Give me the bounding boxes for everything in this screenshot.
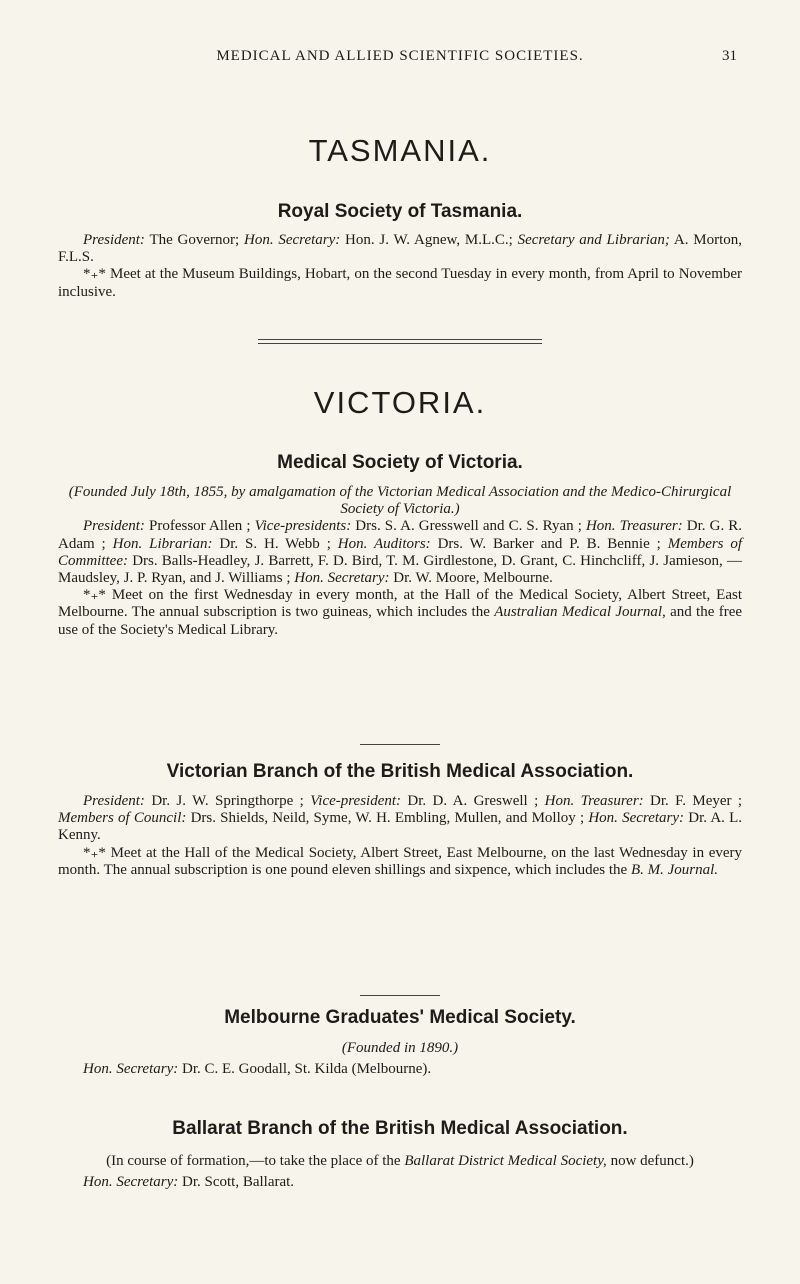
defunct-society-name: Ballarat District Medical Society, bbox=[404, 1153, 607, 1169]
hon-secretary-value: Dr. C. E. Goodall, St. Kilda (Melbourne). bbox=[182, 1061, 432, 1078]
tasmania-heading: TASMANIA. bbox=[308, 133, 492, 168]
hon-treasurer-label: Hon. Treasurer: bbox=[585, 518, 683, 535]
president-label: President: bbox=[83, 518, 145, 535]
hon-secretary-value: Dr. Scott, Ballarat. bbox=[182, 1174, 295, 1191]
victoria-heading: VICTORIA. bbox=[313, 385, 487, 420]
vice-presidents-value: Drs. S. A. Gresswell and C. S. Ryan ; bbox=[355, 518, 582, 535]
hon-secretary-label: Hon. Secretary: bbox=[83, 1061, 179, 1078]
hon-secretary-value: Hon. J. W. Agnew, M.L.C.; bbox=[345, 232, 513, 248]
section-divider bbox=[258, 343, 542, 344]
running-title: MEDICAL AND ALLIED SCIENTIFIC SOCIETIES. bbox=[216, 48, 584, 64]
note-text-end: now defunct.) bbox=[610, 1153, 694, 1169]
hon-secretary-label: Hon. Secretary: bbox=[294, 570, 390, 587]
medical-society-meetings bbox=[58, 587, 742, 639]
president-value: The Governor; bbox=[149, 232, 240, 248]
ballarat-branch-title: Ballarat Branch of the British Medical Association. bbox=[172, 1118, 628, 1139]
hon-treasurer-value: Dr. G. R. Adam ; bbox=[58, 518, 743, 552]
meetings-text-end: and the free use of the Society's Medical Library. bbox=[58, 604, 743, 638]
vice-presidents-label: Vice-presidents: bbox=[254, 518, 352, 535]
president-value: Dr. J. W. Springthorpe ; bbox=[151, 793, 304, 809]
committee-value: Drs. Balls-Headley, J. Barrett, F. D. Bird, T. M. Girdlestone, D. Grant, C. Hinchcliff, J. Jamieson, — Maudsley, J. P. Ryan, and J. Williams ; bbox=[58, 552, 743, 587]
vice-president-label: Vice-president: bbox=[310, 793, 402, 809]
graduates-officers bbox=[58, 1061, 742, 1078]
entry-divider bbox=[360, 744, 440, 745]
hon-librarian-label: Hon. Librarian: bbox=[112, 535, 213, 552]
ballarat-branch-entry bbox=[58, 1153, 742, 1191]
graduates-society-entry bbox=[58, 1040, 742, 1078]
bma-branch-officers bbox=[58, 793, 742, 845]
founded-text: (Founded in 1890.) bbox=[341, 1040, 459, 1056]
council-value: Drs. Shields, Neild, Syme, W. H. Embling, Mullen, and Molloy ; bbox=[190, 810, 585, 827]
auditors-label: Hon. Auditors: bbox=[337, 535, 431, 552]
asterism: *₊* bbox=[83, 844, 106, 861]
vice-president-value: Dr. D. A. Greswell ; bbox=[407, 793, 539, 809]
royal-society-title: Royal Society of Tasmania. bbox=[277, 201, 523, 222]
asterism: *₊* bbox=[83, 266, 106, 283]
president-label: President: bbox=[83, 232, 145, 248]
founded-text: (Founded July 18th, 1855, by amalgamation of the Victorian Medical Association and the Medico-Chirurgical Society of Victoria.) bbox=[68, 484, 732, 518]
hon-secretary-value: Dr. W. Moore, Melbourne. bbox=[393, 570, 553, 587]
journal-title: Australian Medical Journal, bbox=[494, 604, 666, 621]
entry-divider bbox=[360, 995, 440, 996]
committee-label: Members of Committee: bbox=[58, 535, 743, 569]
royal-society-officers bbox=[58, 232, 742, 266]
meetings-text: Meet on the first Wednesday in every month, at the Hall of the Medical Society, Albert Street, East Melbourne. The annual subscription is two guineas, which includes the bbox=[58, 587, 742, 621]
royal-society-entry bbox=[58, 232, 742, 301]
medical-society-title: Medical Society of Victoria. bbox=[277, 452, 523, 473]
secretary-librarian-value: A. Morton, F.L.S. bbox=[58, 232, 742, 266]
meetings-text: Meet at the Hall of the Medical Society, Albert Street, East Melbourne, on the last Wednesday in every month. The annual subscription is one pound eleven shillings and sixpence, which includes the bbox=[58, 844, 743, 878]
bma-branch-meetings bbox=[58, 845, 742, 879]
section-divider bbox=[258, 339, 542, 340]
president-label: President: bbox=[83, 793, 145, 809]
hon-treasurer-value: Dr. F. Meyer ; bbox=[650, 793, 743, 809]
ballarat-officers bbox=[58, 1174, 742, 1191]
hon-secretary-value: Dr. A. L. Kenny. bbox=[58, 810, 743, 844]
royal-society-meetings bbox=[58, 266, 742, 300]
hon-treasurer-label: Hon. Treasurer: bbox=[544, 793, 644, 809]
medical-society-entry bbox=[58, 484, 742, 639]
secretary-librarian-label: Secretary and Librarian; bbox=[517, 232, 670, 248]
hon-secretary-label: Hon. Secretary: bbox=[243, 232, 341, 248]
bma-branch-title: Victorian Branch of the British Medical Association. bbox=[166, 761, 634, 782]
president-value: Professor Allen ; bbox=[149, 518, 251, 535]
auditors-value: Drs. W. Barker and P. B. Bennie ; bbox=[437, 535, 661, 552]
graduates-society-title: Melbourne Graduates' Medical Society. bbox=[224, 1007, 576, 1028]
founded-note bbox=[58, 484, 742, 518]
page-number: 31 bbox=[722, 48, 737, 64]
journal-title: B. M. Journal. bbox=[630, 861, 719, 878]
council-label: Members of Council: bbox=[58, 810, 187, 827]
hon-secretary-label: Hon. Secretary: bbox=[83, 1174, 179, 1191]
bma-branch-entry bbox=[58, 793, 742, 879]
asterism: *₊* bbox=[83, 587, 106, 604]
formation-note bbox=[58, 1153, 742, 1170]
founded-note bbox=[58, 1040, 742, 1057]
hon-secretary-label: Hon. Secretary: bbox=[588, 810, 685, 827]
meetings-text: Meet at the Museum Buildings, Hobart, on the second Tuesday in every month, from April to November inclusive. bbox=[58, 266, 743, 300]
note-text: (In course of formation,—to take the place of the bbox=[106, 1153, 401, 1169]
hon-librarian-value: Dr. S. H. Webb ; bbox=[219, 535, 331, 552]
medical-society-officers bbox=[58, 518, 742, 587]
